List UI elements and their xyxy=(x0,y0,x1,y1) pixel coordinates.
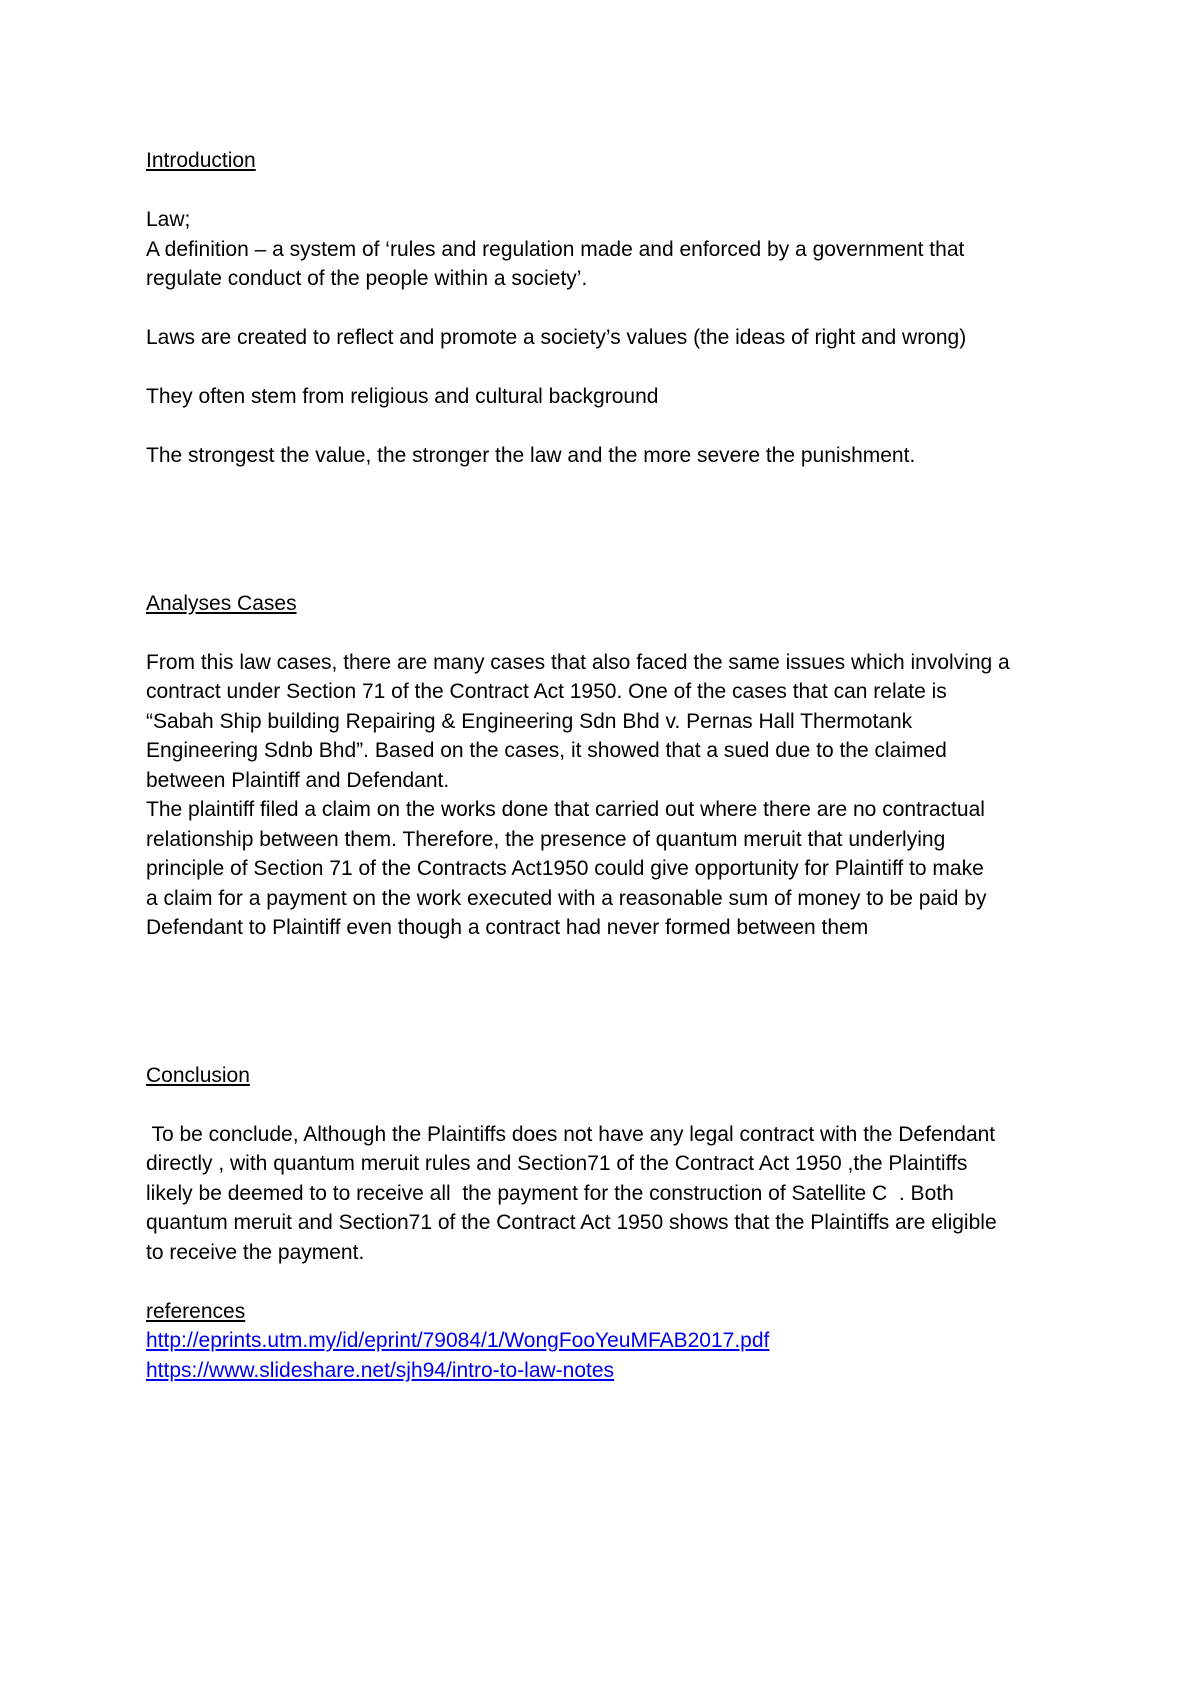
strongest-paragraph: The strongest the value, the stronger the law and the more severe the punishment. xyxy=(146,444,916,467)
analyses-para2-line-1: The plaintiff filed a claim on the works done that carried out where there are no contractual xyxy=(146,798,985,821)
reference-link-2[interactable]: https://www.slideshare.net/sjh94/intro-to-law-notes xyxy=(146,1358,615,1382)
analyses-heading: Analyses Cases xyxy=(146,591,297,615)
analyses-para1-line-5: between Plaintiff and Defendant. xyxy=(146,768,450,792)
values-paragraph: Laws are created to reflect and promote a society’s values (the ideas of right and wrong) xyxy=(146,326,967,349)
analyses-para1-line-2: contract under Section 71 of the Contract Act 1950. One of the cases that can relate is xyxy=(146,680,947,703)
conclusion-line-1: To be conclude, Although the Plaintiffs does not have any legal contract with the Defendant xyxy=(146,1122,996,1146)
analyses-para2-line-4: a claim for a payment on the work executed with a reasonable sum of money to be paid by xyxy=(146,886,987,910)
reference-link-1[interactable]: http://eprints.utm.my/id/eprint/79084/1/WongFooYeuMFAB2017.pdf xyxy=(146,1329,770,1352)
definition-line-2: regulate conduct of the people within a society’. xyxy=(146,267,588,290)
conclusion-line-4: quantum meruit and Section71 of the Contract Act 1950 shows that the Plaintiffs are eligible xyxy=(146,1211,997,1234)
background-paragraph: They often stem from religious and cultural background xyxy=(146,385,659,408)
conclusion-line-5: to receive the payment. xyxy=(146,1240,365,1264)
analyses-para2-line-2: relationship between them. Therefore, the presence of quantum meruit that underlying xyxy=(146,827,946,851)
conclusion-line-3: likely be deemed to to receive all the payment for the construction of Satellite C . Both xyxy=(146,1181,954,1205)
analyses-para1-line-3: “Sabah Ship building Repairing & Engineering Sdn Bhd v. Pernas Hall Thermotank xyxy=(146,709,913,733)
references-heading: references xyxy=(146,1299,246,1323)
document-body xyxy=(146,146,1086,1385)
analyses-para2-line-3: principle of Section 71 of the Contracts Act1950 could give opportunity for Plaintiff to make xyxy=(146,857,984,880)
analyses-para1-line-4: Engineering Sdnb Bhd”. Based on the cases, it showed that a sued due to the claimed xyxy=(146,739,947,762)
introduction-heading: Introduction xyxy=(146,149,256,172)
law-label: Law; xyxy=(146,208,191,231)
conclusion-heading: Conclusion xyxy=(146,1063,250,1087)
analyses-para1-line-1: From this law cases, there are many cases that also faced the same issues which involving a xyxy=(146,650,1010,674)
definition-line-1: A definition – a system of ‘rules and regulation made and enforced by a government that xyxy=(146,237,965,261)
conclusion-line-2: directly , with quantum meruit rules and Section71 of the Contract Act 1950 ,the Plaintiffs xyxy=(146,1152,968,1175)
analyses-para2-line-5: Defendant to Plaintiff even though a contract had never formed between them xyxy=(146,916,869,939)
